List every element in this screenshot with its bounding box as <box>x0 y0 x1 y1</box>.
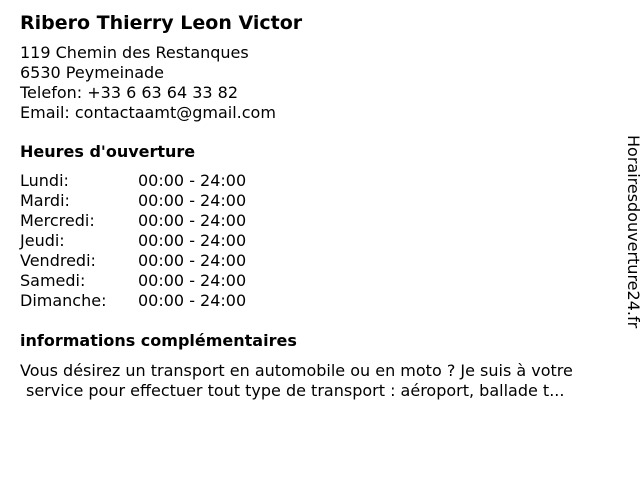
site-brand-text: Horairesdouverture24.fr <box>624 135 643 329</box>
day-label: Dimanche: <box>20 291 107 310</box>
time-range: 00:00 - 24:00 <box>138 251 247 270</box>
hours-row-tuesday <box>20 191 610 211</box>
business-name: Ribero Thierry Leon Victor <box>20 12 303 34</box>
time-range: 00:00 - 24:00 <box>138 291 247 310</box>
description-line-1: Vous désirez un transport en automobile ou en moto ? Je suis à votre <box>20 361 573 380</box>
hours-row-wednesday <box>20 211 610 231</box>
contact-block <box>20 43 610 123</box>
day-label: Vendredi: <box>20 251 96 270</box>
day-label: Mercredi: <box>20 211 95 230</box>
time-range: 00:00 - 24:00 <box>138 191 247 210</box>
hours-table <box>20 171 610 311</box>
hours-row-sunday <box>20 291 610 311</box>
description-line-2: service pour effectuer tout type de transport : aéroport, ballade t... <box>26 381 565 400</box>
address-street: 119 Chemin des Restanques <box>20 43 249 62</box>
address-city: 6530 Peymeinade <box>20 63 165 82</box>
hours-row-saturday <box>20 271 610 291</box>
time-range: 00:00 - 24:00 <box>138 211 247 230</box>
time-range: 00:00 - 24:00 <box>138 231 247 250</box>
hours-heading: Heures d'ouverture <box>20 142 196 161</box>
day-label: Lundi: <box>20 171 69 190</box>
business-card <box>20 10 610 401</box>
hours-row-monday <box>20 171 610 191</box>
day-label: Mardi: <box>20 191 70 210</box>
email-text: Email: contactaamt@gmail.com <box>20 103 276 122</box>
time-range: 00:00 - 24:00 <box>138 271 247 290</box>
extra-info-text <box>20 361 630 401</box>
hours-row-friday <box>20 251 610 271</box>
site-brand-vertical <box>623 135 643 345</box>
time-range: 00:00 - 24:00 <box>138 171 247 190</box>
phone-text: Telefon: +33 6 63 64 33 82 <box>20 83 239 102</box>
day-label: Samedi: <box>20 271 86 290</box>
hours-row-thursday <box>20 231 610 251</box>
day-label: Jeudi: <box>20 231 65 250</box>
extra-info-heading: informations complémentaires <box>20 331 297 350</box>
